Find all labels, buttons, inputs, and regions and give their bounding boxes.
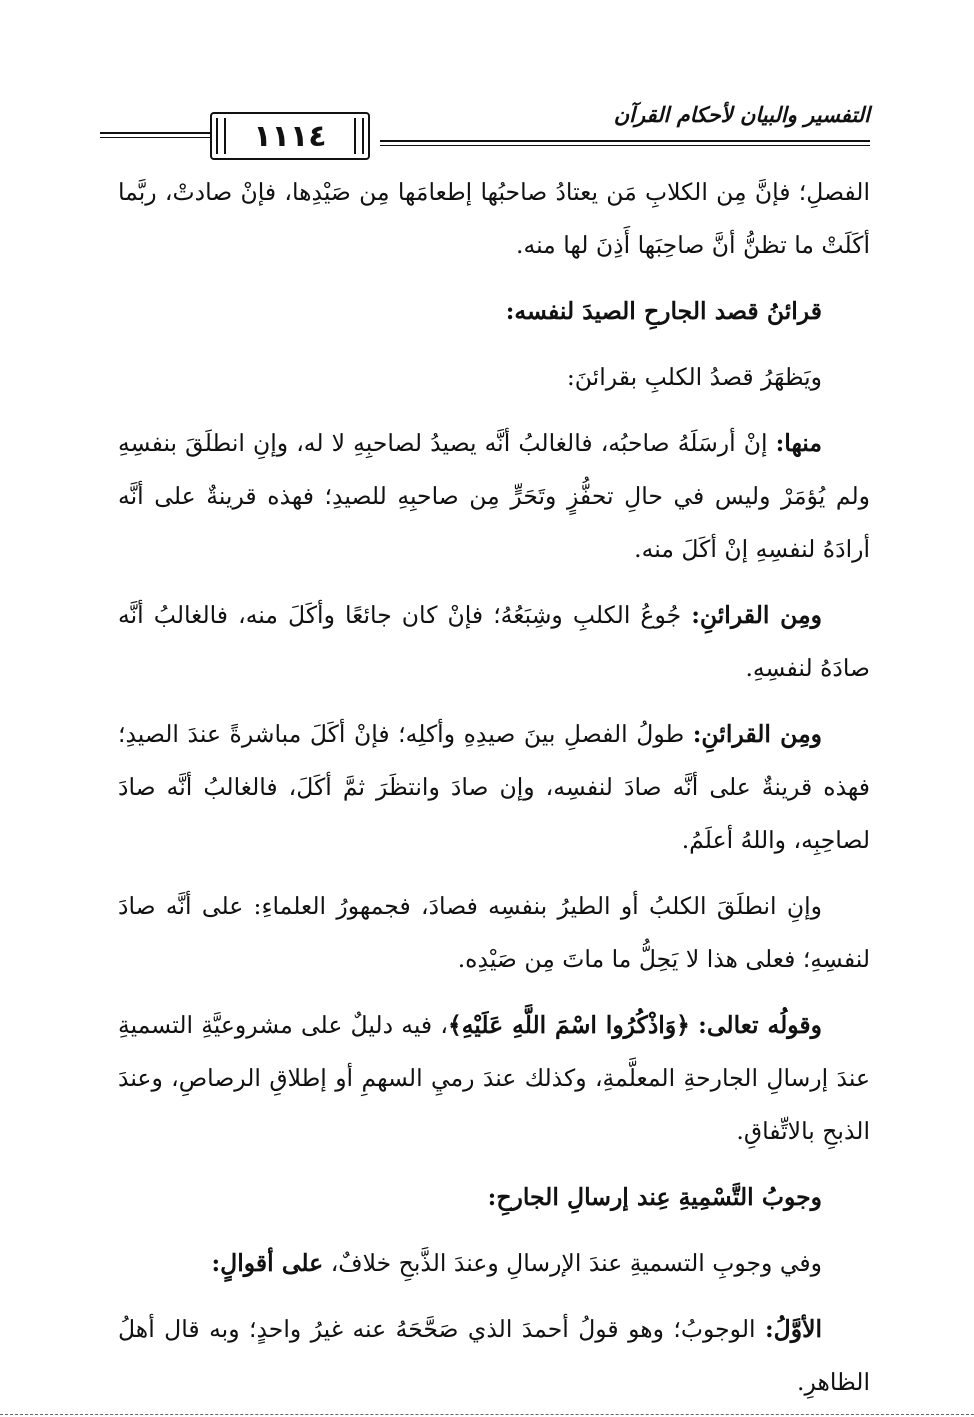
paragraph-lead: ومِن القرائنِ:	[692, 720, 822, 748]
paragraph-text: ، فيه دليلٌ على مشروعيَّةِ التسميةِ عندَ إرسالِ الجارحةِ المعلَّمةِ، وكذلك عندَ رميِ السهمِ أو إطلاقِ الرصاصِ، وعندَ الذبحِ بالاتِّفاقِ.	[118, 1011, 870, 1145]
paragraph	[118, 880, 870, 986]
paragraph	[118, 1303, 870, 1409]
paragraph-text: الفصلِ؛ فإنَّ مِن الكلابِ مَن يعتادُ صاحبُها إطعامَها مِن صَيْدِها، فإنْ صادتْ، ربَّما أكَلَتْ ما تظنُّ أنَّ صاحِبَها أَذِنَ لها منه.	[118, 178, 870, 259]
paragraph-lead: الأوَّلُ:	[764, 1315, 822, 1343]
section-heading	[118, 285, 870, 338]
paragraph-text: طولُ الفصلِ بينَ صيدِهِ وأكلِه؛ فإنْ أكَلَ مباشرةً عندَ الصيدِ؛ فهذه قرينةٌ على أنَّه صادَ لنفسِه، وإن صادَ وانتظَرَ ثمَّ أكَلَ، فالغالبُ أنَّه صادَ لصاحِبِه، واللهُ أعلَمُ.	[118, 720, 870, 854]
header-rule-left	[100, 132, 212, 138]
paragraph-text: ويَظهَرُ قصدُ الكلبِ بقرائنَ:	[566, 363, 822, 391]
paragraph	[118, 708, 870, 867]
page-body	[118, 166, 870, 1409]
quran-verse: ﴿وَاذْكُرُوا اسْمَ اللَّهِ عَلَيْهِ﴾	[447, 1011, 690, 1039]
paragraph-tail: على أقوالٍ:	[211, 1249, 324, 1277]
header-rule	[380, 140, 870, 146]
heading-text: قرائنُ قصد الجارحِ الصيدَ لنفسه:	[505, 297, 822, 325]
paragraph-text: جُوعُ الكلبِ وشِبَعُهُ؛ فإنْ كان جائعًا وأكَلَ منه، فالغالبُ أنَّه صادَهُ لنفسِهِ.	[118, 601, 870, 682]
page-header	[100, 92, 870, 162]
paragraph-text: إنْ أرسَلَهُ صاحبُه، فالغالبُ أنَّه يصيدُ لصاحبِهِ لا له، وإنِ انطلَقَ بنفسِهِ ولم يُؤمَرْ وليس في حالِ تحفُّزٍ وتَحَرٍّ مِن صاحبِهِ للصيدِ؛ فهذه قرينةٌ على أنَّه أرادَهُ لنفسِهِ إنْ أكَلَ منه.	[118, 429, 870, 563]
paragraph-text: الوجوبُ؛ وهو قولُ أحمدَ الذي صَحَّحَهُ عنه غيرُ واحدٍ؛ وبه قال أهلُ الظاهرِ.	[118, 1315, 870, 1396]
heading-text: وجوبُ التَّسْمِيةِ عِند إرسالِ الجارحِ:	[487, 1183, 822, 1211]
section-heading	[118, 1171, 870, 1224]
page-number-frame	[210, 112, 370, 160]
page-number: ١١١٤	[253, 118, 327, 154]
paragraph	[118, 589, 870, 695]
paragraph-lead: منها:	[775, 429, 822, 457]
paragraph-lead: ومِن القرائنِ:	[691, 601, 822, 629]
paragraph-continued	[118, 166, 870, 272]
book-title: التفسير والبيان لأحكام القرآن	[613, 102, 870, 127]
paragraph	[118, 351, 870, 404]
paragraph-text: وفي وجوبِ التسميةِ عندَ الإرسالِ وعندَ الذَّبحِ خلافٌ،	[330, 1249, 822, 1277]
footer-rule	[0, 1414, 974, 1415]
paragraph	[118, 999, 870, 1158]
paragraph	[118, 417, 870, 576]
paragraph	[118, 1237, 870, 1290]
paragraph-text: وإنِ انطلَقَ الكلبُ أو الطيرُ بنفسِه فصادَ، فجمهورُ العلماءِ: على أنَّه صادَ لنفسِهِ؛ فعلى هذا لا يَحِلُّ ما ماتَ مِن صَيْدِه.	[118, 892, 870, 973]
paragraph-lead: وقولُه تعالى:	[698, 1011, 822, 1039]
